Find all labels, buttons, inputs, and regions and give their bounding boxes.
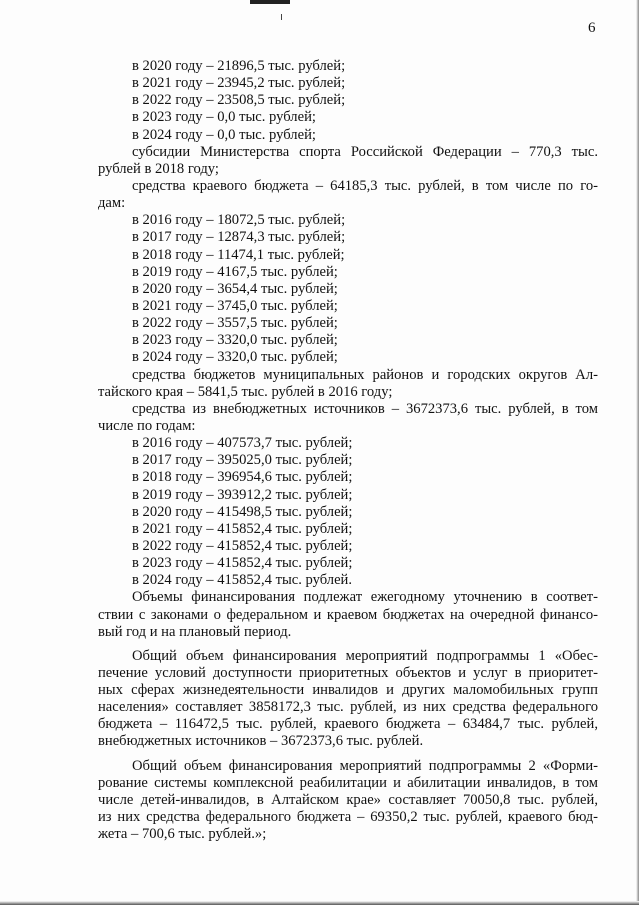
text-line: населения» составляет 3858172,3 тыс. рублей, из них средства федерального bbox=[98, 699, 598, 716]
document-body bbox=[98, 58, 598, 843]
text-line: средства краевого бюджета – 64185,3 тыс. рублей, в том числе по го- bbox=[132, 177, 598, 194]
text-line: рование системы комплексной реабилитации и абилитации инвалидов, в том bbox=[98, 774, 598, 791]
text-line: в 2022 году – 415852,4 тыс. рублей; bbox=[132, 537, 353, 554]
text-line: средства бюджетов муниципальных районов и городских округов Ал- bbox=[132, 366, 598, 383]
text-line: в 2018 году – 11474,1 тыс. рублей; bbox=[132, 246, 345, 263]
text-line: в 2022 году – 3557,5 тыс. рублей; bbox=[132, 315, 338, 332]
page-number: 6 bbox=[588, 20, 596, 36]
text-line: числе по годам: bbox=[98, 417, 196, 434]
text-line: в 2020 году – 415498,5 тыс. рублей; bbox=[132, 503, 353, 520]
text-line: в 2023 году – 3320,0 тыс. рублей; bbox=[132, 332, 338, 349]
text-line: в 2020 году – 3654,4 тыс. рублей; bbox=[132, 280, 338, 297]
text-line: бюджета – 116472,5 тыс. рублей, краевого бюджета – 63484,7 тыс. рублей, bbox=[98, 716, 598, 733]
text-line: в 2024 году – 0,0 тыс. рублей; bbox=[132, 126, 316, 143]
text-line: из них средства федерального бюджета – 69350,2 тыс. рублей, краевого бюд- bbox=[98, 809, 598, 826]
text-line: тайского края – 5841,5 тыс. рублей в 2016 году; bbox=[98, 383, 393, 400]
text-line: в 2024 году – 415852,4 тыс. рублей. bbox=[132, 572, 353, 589]
text-line: в 2021 году – 415852,4 тыс. рублей; bbox=[132, 520, 353, 537]
text-line: в 2023 году – 415852,4 тыс. рублей; bbox=[132, 555, 353, 572]
text-line: в 2018 году – 396954,6 тыс. рублей; bbox=[132, 469, 353, 486]
text-line: вый год и на плановый период. bbox=[98, 623, 292, 640]
text-line: средства из внебюджетных источников – 3672373,6 тыс. рублей, в том bbox=[132, 400, 598, 417]
text-line: в 2017 году – 12874,3 тыс. рублей; bbox=[132, 229, 346, 246]
scan-tick-mark bbox=[281, 14, 282, 20]
text-line: Объемы финансирования подлежат ежегодному уточнению в соответ- bbox=[132, 589, 598, 606]
text-line: ствии с законами о федеральном и краевом бюджетах на очередной финансо- bbox=[98, 606, 598, 623]
text-line: в 2017 году – 395025,0 тыс. рублей; bbox=[132, 452, 353, 469]
text-line: в 2021 году – 3745,0 тыс. рублей; bbox=[132, 297, 338, 314]
text-line: Общий объем финансирования мероприятий подпрограммы 2 «Форми- bbox=[132, 757, 598, 774]
text-line: в 2024 году – 3320,0 тыс. рублей; bbox=[132, 349, 338, 366]
text-line: печение условий доступности приоритетных объектов и услуг в приоритет- bbox=[98, 664, 598, 681]
text-line: в 2019 году – 393912,2 тыс. рублей; bbox=[132, 486, 353, 503]
text-line: рублей в 2018 году; bbox=[98, 160, 219, 177]
text-line: Общий объем финансирования мероприятий подпрограммы 1 «Обес- bbox=[132, 647, 598, 664]
text-line: числе детей-инвалидов, в Алтайском крае» составляет 70050,8 тыс. рублей, bbox=[98, 791, 598, 808]
scan-edge-bottom bbox=[0, 901, 639, 905]
text-line: в 2022 году – 23508,5 тыс. рублей; bbox=[132, 92, 346, 109]
scan-top-mark bbox=[250, 0, 290, 4]
text-line: в 2019 году – 4167,5 тыс. рублей; bbox=[132, 263, 338, 280]
text-line: ных сферах жизнедеятельности инвалидов и других маломобильных групп bbox=[98, 682, 598, 699]
text-line: в 2016 году – 407573,7 тыс. рублей; bbox=[132, 435, 353, 452]
text-line: жета – 700,6 тыс. рублей.»; bbox=[98, 826, 267, 843]
text-line: в 2016 году – 18072,5 тыс. рублей; bbox=[132, 212, 346, 229]
text-line: внебюджетных источников – 3672373,6 тыс. рублей. bbox=[98, 733, 424, 750]
text-line: субсидии Министерства спорта Российской Федерации – 770,3 тыс. bbox=[132, 143, 598, 160]
text-line: в 2023 году – 0,0 тыс. рублей; bbox=[132, 109, 316, 126]
text-line: в 2020 году – 21896,5 тыс. рублей; bbox=[132, 58, 346, 74]
text-line: в 2021 году – 23945,2 тыс. рублей; bbox=[132, 75, 346, 92]
text-line: дам: bbox=[98, 195, 126, 212]
